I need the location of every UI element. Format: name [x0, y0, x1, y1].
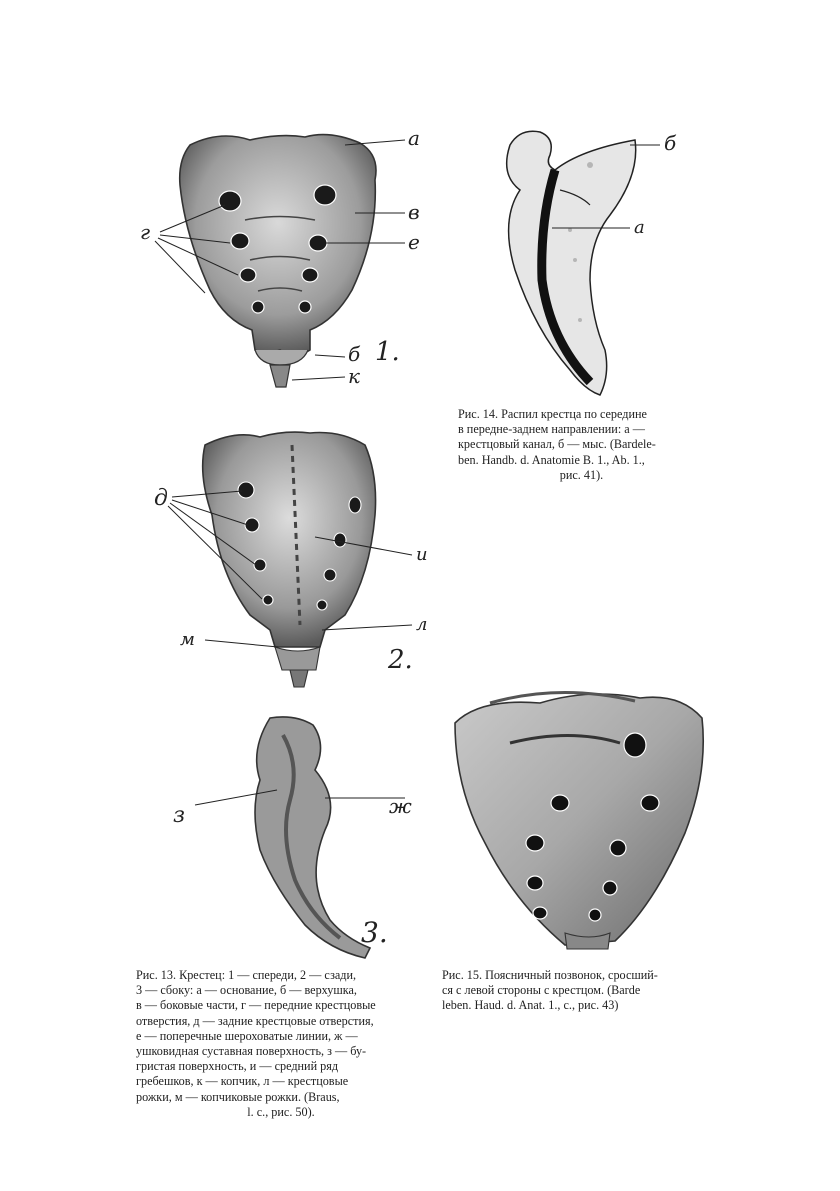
- caption-line: крестцовый канал, б — мыс. (Bardele-: [458, 437, 656, 452]
- label-m: м: [180, 629, 195, 650]
- caption-line: ся с левой стороны с крестцом. (Barde: [442, 983, 641, 998]
- caption-line: в — боковые части, г — передние крестцовые: [136, 998, 376, 1013]
- caption-line: ушковидная суставная поверхность, з — бу-: [136, 1044, 367, 1059]
- caption-line: отверстия, д — задние крестцовые отверстия,: [136, 1013, 374, 1028]
- figure-14-sacrum-section: [480, 120, 700, 405]
- label-a: а: [634, 217, 645, 238]
- label-zh: ж: [389, 794, 412, 818]
- caption-line: в передне-заднем направлении: а —: [458, 422, 645, 437]
- label-v: в: [408, 200, 420, 224]
- label-l: л: [416, 614, 428, 635]
- label-d: д: [154, 486, 168, 511]
- caption-line: рожки, м — копчиковые рожки. (Braus,: [136, 1089, 340, 1104]
- figure-13-2-sacrum-posterior: [150, 425, 450, 690]
- figure-15-lumbosacral: [440, 683, 715, 953]
- caption-line: е — поперечные шероховатые линии, ж —: [136, 1028, 358, 1043]
- caption-line: гристая поверхность, и — средний ряд: [136, 1059, 339, 1074]
- label-a: а: [408, 126, 420, 150]
- caption-line: рис. 41).: [559, 467, 604, 482]
- caption-line: Рис. 15. Поясничный позвонок, сросший-: [442, 968, 658, 982]
- caption-line: Рис. 13. Крестец: 1 — спереди, 2 — сзади,: [136, 968, 357, 982]
- label-i: и: [416, 544, 428, 565]
- caption-line: гребешков, к — копчик, л — крестцовые: [136, 1074, 349, 1089]
- caption-line: ben. Handb. d. Anatomie B. 1., Ab. 1.,: [458, 452, 645, 467]
- label-z: з: [173, 803, 185, 828]
- label-b: б: [664, 131, 677, 155]
- caption-line: 3 — сбоку: а — основание, б — верхушка,: [136, 983, 357, 998]
- label-e: е: [408, 230, 420, 254]
- label-g: г: [140, 220, 151, 244]
- caption-line: l. c., рис. 50).: [247, 1104, 315, 1119]
- caption-line: Рис. 14. Распил крестца по середине: [458, 407, 647, 421]
- label-k: к: [348, 364, 360, 388]
- figure-number: 1.: [375, 337, 400, 367]
- figure-13-3-sacrum-lateral: [165, 710, 425, 960]
- figure-13-1-sacrum-anterior: [130, 125, 450, 405]
- caption-fig-13: [136, 968, 426, 1120]
- caption-line: leben. Haud. d. Anat. 1., c., рис. 43): [442, 998, 619, 1013]
- figure-number: 2.: [388, 645, 413, 675]
- figure-number: 3.: [361, 916, 388, 949]
- caption-fig-15: [442, 968, 712, 1014]
- caption-fig-14: [458, 407, 705, 483]
- label-b: б: [348, 342, 361, 366]
